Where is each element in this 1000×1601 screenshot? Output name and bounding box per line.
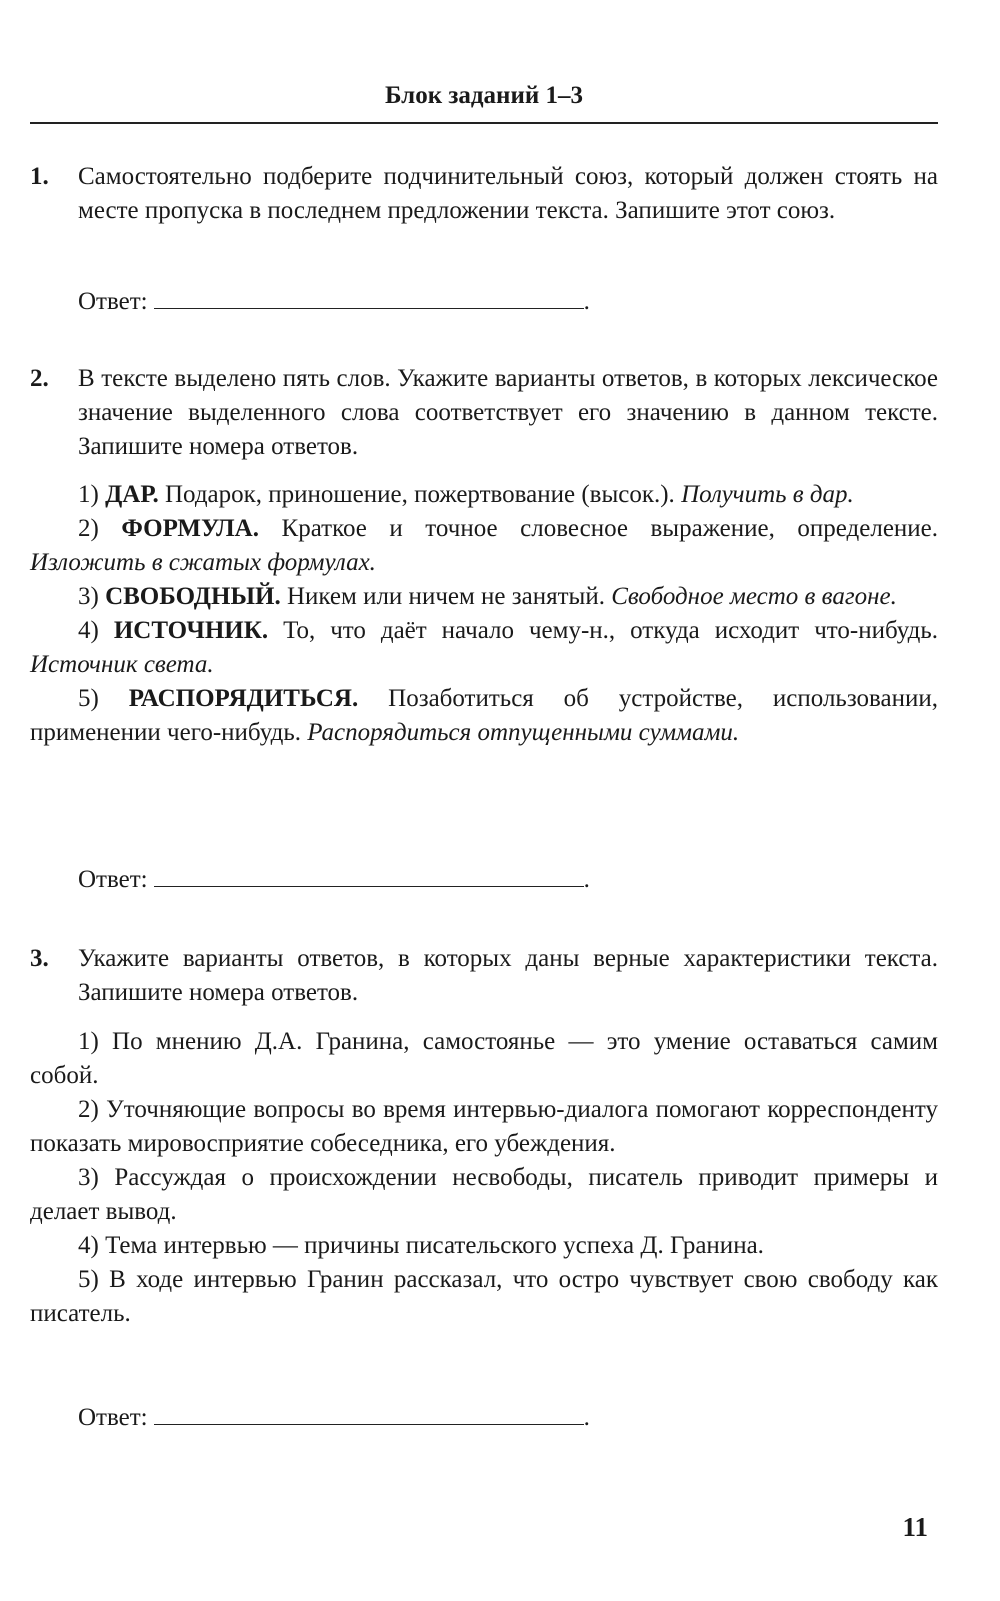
question-number: 1. <box>30 163 49 190</box>
option-definition: Позаботиться об устройстве, использовании, применении чего-нибудь. <box>30 685 939 746</box>
option-example: Распорядиться отпущенными суммами. <box>307 719 740 746</box>
option-text: Рассуждая о происхождении несвободы, писатель приводит примеры и делает вывод. <box>30 1164 938 1225</box>
question-2 <box>30 362 938 464</box>
option-item: 4) Тема интервью — причины писательского успеха Д. Гранина. <box>78 1232 764 1259</box>
answer-label: Ответ: <box>78 288 148 315</box>
option-item: 3) Рассуждая о происхождении несвободы, писатель приводит примеры и делает вывод. <box>30 1164 938 1225</box>
option-text: По мнению Д.А. Гранина, самостоянье — это умение оставаться самим собой. <box>30 1028 939 1089</box>
option-definition: Подарок, приношение, пожертвование (высок.). <box>164 481 675 508</box>
option-definition: Краткое и точное словесное выражение, определение. <box>281 515 939 542</box>
question-3 <box>30 942 938 1010</box>
answer-label: Ответ: <box>78 1404 148 1431</box>
title-divider <box>30 122 938 124</box>
option-definition: Никем или ничем не занятый. <box>286 583 605 610</box>
option-text: В ходе интервью Гранин рассказал, что остро чувствует свою свободу как писатель. <box>30 1266 939 1327</box>
option-item: 1) По мнению Д.А. Гранина, самостоянье — это умение оставаться самим собой. <box>30 1028 939 1089</box>
page <box>30 0 938 1601</box>
question-2-options <box>30 478 938 750</box>
option-item: 5) РАСПОРЯДИТЬСЯ. Позаботиться об устройстве, использовании, применении чего-нибудь. Распорядиться отпущенными суммами. <box>30 685 939 746</box>
option-word: ФОРМУЛА. <box>121 515 259 542</box>
option-example: Свободное место в вагоне. <box>611 583 897 610</box>
option-item: 2) ФОРМУЛА. Краткое и точное словесное выражение, определение. Изложить в сжатых формулах. <box>30 515 939 576</box>
option-text: Тема интервью — причины писательского успеха Д. Гранина. <box>105 1232 764 1259</box>
option-word: ИСТОЧНИК. <box>113 617 269 644</box>
page-number: 11 <box>902 1512 928 1542</box>
answer-row-2 <box>78 860 590 897</box>
question-text: В тексте выделено пять слов. Укажите варианты ответов, в которых лексическое значение выделенного слова соответствует его значению в данном тексте. Запишите номера ответов. <box>78 365 938 460</box>
answer-row-1 <box>78 282 590 319</box>
question-3-options <box>30 1025 938 1331</box>
question-1 <box>30 160 938 228</box>
option-example: Изложить в сжатых формулах. <box>30 549 376 576</box>
option-word: ДАР. <box>105 481 159 508</box>
answer-field-3[interactable] <box>154 1398 584 1425</box>
option-example: Получить в дар. <box>681 481 854 508</box>
question-number: 3. <box>30 945 49 972</box>
answer-field-1[interactable] <box>154 282 584 309</box>
answer-period: . <box>583 288 590 315</box>
option-item: 4) ИСТОЧНИК. То, что даёт начало чему-н., откуда исходит что-нибудь. Источник света. <box>30 617 939 678</box>
answer-field-2[interactable] <box>154 860 584 887</box>
option-definition: То, что даёт начало чему-н., откуда исходит что-нибудь. <box>283 617 939 644</box>
option-example: Источник света. <box>30 651 214 678</box>
question-text: Укажите варианты ответов, в которых даны верные характеристики текста. Запишите номера ответов. <box>78 945 938 1006</box>
answer-row-3 <box>78 1398 590 1435</box>
option-item: 2) Уточняющие вопросы во время интервью-диалога помогают корреспонденту показать мировосприятие собеседника, его убеждения. <box>30 1096 938 1157</box>
option-item: 3) СВОБОДНЫЙ. Никем или ничем не занятый. Свободное место в вагоне. <box>78 583 897 610</box>
option-word: СВОБОДНЫЙ. <box>105 583 281 610</box>
answer-period: . <box>583 1404 590 1431</box>
answer-label: Ответ: <box>78 866 148 893</box>
option-item: 5) В ходе интервью Гранин рассказал, что остро чувствует свою свободу как писатель. <box>30 1266 939 1327</box>
option-text: Уточняющие вопросы во время интервью-диалога помогают корреспонденту показать мировосприятие собеседника, его убеждения. <box>30 1096 938 1157</box>
question-number: 2. <box>30 365 49 392</box>
question-text: Самостоятельно подберите подчинительный союз, который должен стоять на месте пропуска в последнем предложении текста. Запишите этот союз. <box>78 163 938 224</box>
option-item: 1) ДАР. Подарок, приношение, пожертвование (высок.). Получить в дар. <box>78 481 854 508</box>
answer-period: . <box>583 866 590 893</box>
block-title: Блок заданий 1–3 <box>384 82 584 109</box>
option-word: РАСПОРЯДИТЬСЯ. <box>128 685 359 712</box>
